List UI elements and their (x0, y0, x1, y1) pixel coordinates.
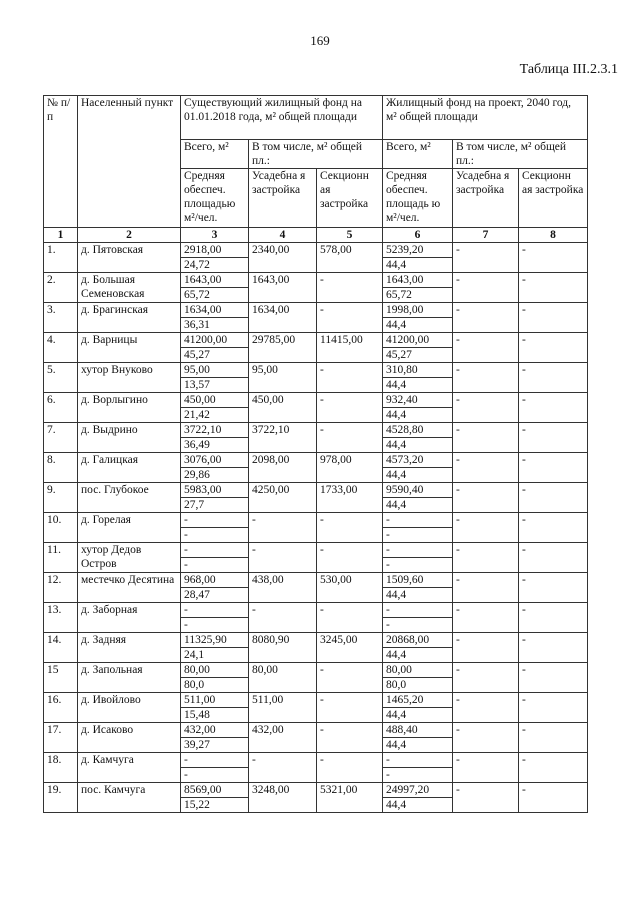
cell-estate: 450,00 (249, 393, 317, 423)
cell-section: - (317, 393, 383, 423)
cell-p_avg: 80,0 (386, 679, 407, 691)
split-cell (383, 243, 453, 273)
cell-p_section: - (519, 273, 588, 303)
cell-section: - (317, 513, 383, 543)
cell-section: - (317, 603, 383, 633)
cell-avg: 80,0 (184, 679, 205, 691)
header-project-incl: В том числе, м² общей пл.: (453, 140, 588, 169)
cell-total: - (181, 753, 248, 768)
cell-p_total: 932,40 (383, 393, 452, 408)
cell-estate: 3248,00 (249, 783, 317, 813)
split-cell (383, 393, 453, 423)
cell-p_total: 1643,00 (383, 273, 452, 288)
cell-num: 5. (44, 363, 78, 393)
cell-p_estate: - (453, 483, 519, 513)
split-cell (383, 513, 453, 543)
col-number: 1 (44, 228, 78, 243)
split-cell (383, 723, 453, 753)
table-header (44, 96, 588, 243)
split-cell (181, 633, 249, 663)
header-project-estate: Усадебна я застройка (453, 169, 519, 228)
cell-p_estate: - (453, 693, 519, 723)
cell-section: - (317, 423, 383, 453)
table-body (44, 243, 588, 813)
cell-num: 1. (44, 243, 78, 273)
cell-name: д. Выдрино (78, 423, 181, 453)
cell-avg: - (184, 769, 188, 781)
cell-estate: - (249, 543, 317, 573)
cell-estate: 8080,90 (249, 633, 317, 663)
cell-p_section: - (519, 243, 588, 273)
cell-section: - (317, 663, 383, 693)
cell-estate: - (249, 513, 317, 543)
cell-p_section: - (519, 603, 588, 633)
cell-p_avg: 44,4 (386, 319, 407, 331)
cell-name: пос. Глубокое (78, 483, 181, 513)
cell-p_section: - (519, 333, 588, 363)
cell-num: 10. (44, 513, 78, 543)
cell-total: 1634,00 (181, 303, 248, 318)
cell-name: д. Запольная (78, 663, 181, 693)
cell-avg: 27,7 (184, 499, 205, 511)
cell-num: 11. (44, 543, 78, 573)
cell-p_estate: - (453, 783, 519, 813)
cell-name: д. Брагинская (78, 303, 181, 333)
table-row (44, 603, 588, 633)
col-number: 2 (78, 228, 181, 243)
cell-name: д. Ворлыгино (78, 393, 181, 423)
cell-p_section: - (519, 453, 588, 483)
cell-p_estate: - (453, 723, 519, 753)
cell-p_avg: 44,4 (386, 439, 407, 451)
cell-p_estate: - (453, 393, 519, 423)
cell-total: 41200,00 (181, 333, 248, 348)
cell-avg: 28,47 (184, 589, 210, 601)
cell-avg: 45,27 (184, 349, 210, 361)
split-cell (181, 783, 249, 813)
table-row (44, 753, 588, 783)
cell-p_estate: - (453, 633, 519, 663)
cell-p_total: 4528,80 (383, 423, 452, 438)
cell-name: д. Ивойлово (78, 693, 181, 723)
cell-name: хутор Внуково (78, 363, 181, 393)
cell-num: 16. (44, 693, 78, 723)
cell-p_total: 24997,20 (383, 783, 452, 798)
split-cell (181, 663, 249, 693)
cell-num: 6. (44, 393, 78, 423)
split-cell (383, 753, 453, 783)
cell-p_total: 1465,20 (383, 693, 452, 708)
cell-num: 8. (44, 453, 78, 483)
cell-section: 1733,00 (317, 483, 383, 513)
cell-avg: - (184, 559, 188, 571)
cell-total: 11325,90 (181, 633, 248, 648)
cell-p_estate: - (453, 243, 519, 273)
cell-name: д. Горелая (78, 513, 181, 543)
cell-p_section: - (519, 513, 588, 543)
cell-section: - (317, 363, 383, 393)
cell-num: 19. (44, 783, 78, 813)
cell-p_avg: 44,4 (386, 379, 407, 391)
cell-section: 578,00 (317, 243, 383, 273)
header-project: Жилищный фонд на проект, 2040 год, м² общей площади (383, 96, 588, 140)
cell-name: д. Галицкая (78, 453, 181, 483)
cell-total: - (181, 603, 248, 618)
cell-total: 1643,00 (181, 273, 248, 288)
cell-p_section: - (519, 723, 588, 753)
cell-p_avg: - (386, 559, 390, 571)
split-cell (181, 693, 249, 723)
cell-num: 15 (44, 663, 78, 693)
table-row (44, 573, 588, 603)
cell-p_total: - (383, 603, 452, 618)
cell-total: 5983,00 (181, 483, 248, 498)
cell-p_estate: - (453, 423, 519, 453)
header-existing-section: Секционн ая застройка (317, 169, 383, 228)
cell-section: - (317, 273, 383, 303)
cell-name: д. Камчуга (78, 753, 181, 783)
cell-num: 7. (44, 423, 78, 453)
table-title: Таблица III.2.3.1 (519, 62, 618, 77)
cell-p_avg: 44,4 (386, 469, 407, 481)
cell-estate: 3722,10 (249, 423, 317, 453)
cell-total: 80,00 (181, 663, 248, 678)
cell-total: 432,00 (181, 723, 248, 738)
cell-estate: 1634,00 (249, 303, 317, 333)
split-cell (181, 543, 249, 573)
cell-avg: - (184, 619, 188, 631)
cell-avg: 21,42 (184, 409, 210, 421)
cell-total: 2918,00 (181, 243, 248, 258)
col-number: 3 (181, 228, 249, 243)
cell-p_total: 9590,40 (383, 483, 452, 498)
cell-p_section: - (519, 573, 588, 603)
cell-estate: 1643,00 (249, 273, 317, 303)
cell-section: - (317, 723, 383, 753)
split-cell (181, 753, 249, 783)
cell-num: 3. (44, 303, 78, 333)
table-row (44, 423, 588, 453)
split-cell (181, 393, 249, 423)
split-cell (383, 453, 453, 483)
cell-estate: 95,00 (249, 363, 317, 393)
header-existing-total: Всего, м² (181, 140, 249, 169)
cell-total: 968,00 (181, 573, 248, 588)
table-row (44, 783, 588, 813)
cell-p_section: - (519, 753, 588, 783)
split-cell (181, 303, 249, 333)
cell-p_estate: - (453, 333, 519, 363)
split-cell (383, 273, 453, 303)
cell-p_avg: 44,4 (386, 799, 407, 811)
split-cell (181, 363, 249, 393)
cell-total: 8569,00 (181, 783, 248, 798)
housing-stock-table (43, 95, 588, 813)
cell-p_section: - (519, 363, 588, 393)
cell-section: 3245,00 (317, 633, 383, 663)
cell-total: 3076,00 (181, 453, 248, 468)
cell-estate: 80,00 (249, 663, 317, 693)
cell-name: д. Исаково (78, 723, 181, 753)
table-row (44, 273, 588, 303)
cell-p_total: 20868,00 (383, 633, 452, 648)
cell-avg: 65,72 (184, 289, 210, 301)
cell-p_estate: - (453, 303, 519, 333)
cell-p_section: - (519, 423, 588, 453)
cell-num: 12. (44, 573, 78, 603)
cell-p_total: - (383, 753, 452, 768)
cell-name: пос. Камчуга (78, 783, 181, 813)
cell-p_total: 310,80 (383, 363, 452, 378)
cell-estate: 438,00 (249, 573, 317, 603)
cell-p_estate: - (453, 273, 519, 303)
split-cell (383, 543, 453, 573)
cell-estate: 2340,00 (249, 243, 317, 273)
col-number: 6 (383, 228, 453, 243)
cell-p_section: - (519, 663, 588, 693)
split-cell (181, 243, 249, 273)
cell-p_avg: 44,4 (386, 499, 407, 511)
header-existing: Существующий жилищный фонд на 01.01.2018 года, м² общей площади (181, 96, 383, 140)
cell-section: - (317, 693, 383, 723)
cell-p_section: - (519, 483, 588, 513)
column-number-row (44, 228, 588, 243)
table-row (44, 723, 588, 753)
table-row (44, 663, 588, 693)
cell-num: 13. (44, 603, 78, 633)
cell-section: - (317, 753, 383, 783)
cell-section: 530,00 (317, 573, 383, 603)
col-number: 5 (317, 228, 383, 243)
cell-avg: 24,72 (184, 259, 210, 271)
cell-avg: - (184, 529, 188, 541)
split-cell (383, 633, 453, 663)
cell-name: д. Варницы (78, 333, 181, 363)
split-cell (181, 573, 249, 603)
header-num: № п/п (44, 96, 78, 228)
split-cell (181, 483, 249, 513)
cell-estate: 432,00 (249, 723, 317, 753)
cell-p_avg: - (386, 769, 390, 781)
cell-avg: 36,31 (184, 319, 210, 331)
header-project-total: Всего, м² (383, 140, 453, 169)
split-cell (181, 723, 249, 753)
split-cell (383, 573, 453, 603)
cell-p_avg: 65,72 (386, 289, 412, 301)
cell-total: - (181, 543, 248, 558)
cell-p_total: 5239,20 (383, 243, 452, 258)
cell-name: хутор Дедов Остров (78, 543, 181, 573)
split-cell (383, 303, 453, 333)
cell-name: д. Заборная (78, 603, 181, 633)
header-settlement: Населенный пункт (78, 96, 181, 228)
table-row (44, 393, 588, 423)
cell-avg: 13,57 (184, 379, 210, 391)
cell-p_avg: 45,27 (386, 349, 412, 361)
table-row (44, 543, 588, 573)
split-cell (181, 273, 249, 303)
cell-total: 511,00 (181, 693, 248, 708)
cell-estate: 511,00 (249, 693, 317, 723)
cell-num: 17. (44, 723, 78, 753)
cell-estate: 2098,00 (249, 453, 317, 483)
header-existing-incl: В том числе, м² общей пл.: (249, 140, 383, 169)
cell-num: 18. (44, 753, 78, 783)
cell-avg: 36,49 (184, 439, 210, 451)
cell-avg: 15,22 (184, 799, 210, 811)
table-row (44, 333, 588, 363)
cell-p_section: - (519, 633, 588, 663)
cell-avg: 24,1 (184, 649, 205, 661)
cell-num: 2. (44, 273, 78, 303)
cell-estate: 29785,00 (249, 333, 317, 363)
table-row (44, 303, 588, 333)
cell-p_avg: 44,4 (386, 709, 407, 721)
header-existing-avg: Средняя обеспеч. площадью м²/чел. (181, 169, 249, 228)
cell-p_estate: - (453, 543, 519, 573)
cell-num: 14. (44, 633, 78, 663)
cell-section: 11415,00 (317, 333, 383, 363)
cell-estate: 4250,00 (249, 483, 317, 513)
cell-name: д. Задняя (78, 633, 181, 663)
cell-p_estate: - (453, 603, 519, 633)
cell-num: 4. (44, 333, 78, 363)
table-row (44, 513, 588, 543)
cell-p_avg: 44,4 (386, 649, 407, 661)
cell-p_avg: 44,4 (386, 259, 407, 271)
cell-name: д. Пятовская (78, 243, 181, 273)
split-cell (383, 663, 453, 693)
table-row (44, 453, 588, 483)
cell-estate: - (249, 753, 317, 783)
table-row (44, 363, 588, 393)
cell-p_avg: - (386, 619, 390, 631)
cell-p_total: 4573,20 (383, 453, 452, 468)
cell-p_estate: - (453, 753, 519, 783)
cell-p_section: - (519, 303, 588, 333)
cell-section: 978,00 (317, 453, 383, 483)
table-row (44, 483, 588, 513)
split-cell (181, 453, 249, 483)
cell-p_total: 80,00 (383, 663, 452, 678)
cell-p_total: 1509,60 (383, 573, 452, 588)
col-number: 7 (453, 228, 519, 243)
split-cell (181, 603, 249, 633)
cell-p_total: - (383, 543, 452, 558)
page-number: 169 (310, 33, 330, 48)
cell-p_avg: 44,4 (386, 589, 407, 601)
cell-section: - (317, 543, 383, 573)
cell-p_estate: - (453, 513, 519, 543)
cell-p_avg: - (386, 529, 390, 541)
cell-p_avg: 44,4 (386, 409, 407, 421)
cell-p_estate: - (453, 573, 519, 603)
col-number: 8 (519, 228, 588, 243)
split-cell (383, 333, 453, 363)
cell-p_section: - (519, 543, 588, 573)
cell-total: 450,00 (181, 393, 248, 408)
cell-section: - (317, 303, 383, 333)
cell-total: 3722,10 (181, 423, 248, 438)
header-project-section: Секционн ая застройка (519, 169, 588, 228)
split-cell (383, 603, 453, 633)
table-row (44, 633, 588, 663)
cell-avg: 15,48 (184, 709, 210, 721)
cell-num: 9. (44, 483, 78, 513)
split-cell (181, 423, 249, 453)
split-cell (181, 513, 249, 543)
cell-p_section: - (519, 393, 588, 423)
cell-avg: 39,27 (184, 739, 210, 751)
split-cell (383, 783, 453, 813)
cell-p_estate: - (453, 663, 519, 693)
cell-p_section: - (519, 693, 588, 723)
table-row (44, 243, 588, 273)
cell-p_estate: - (453, 363, 519, 393)
header-existing-estate: Усадебна я застройка (249, 169, 317, 228)
cell-section: 5321,00 (317, 783, 383, 813)
header-project-avg: Средняя обеспеч. площадь ю м²/чел. (383, 169, 453, 228)
cell-estate: - (249, 603, 317, 633)
cell-p_total: 1998,00 (383, 303, 452, 318)
split-cell (383, 483, 453, 513)
cell-total: - (181, 513, 248, 528)
split-cell (383, 363, 453, 393)
cell-p_estate: - (453, 453, 519, 483)
table-row (44, 693, 588, 723)
split-cell (383, 693, 453, 723)
cell-p_total: - (383, 513, 452, 528)
cell-p_section: - (519, 783, 588, 813)
cell-name: д. Большая Семеновская (78, 273, 181, 303)
cell-p_avg: 44,4 (386, 739, 407, 751)
cell-avg: 29,86 (184, 469, 210, 481)
col-number: 4 (249, 228, 317, 243)
cell-name: местечко Десятина (78, 573, 181, 603)
cell-total: 95,00 (181, 363, 248, 378)
cell-p_total: 41200,00 (383, 333, 452, 348)
split-cell (181, 333, 249, 363)
split-cell (383, 423, 453, 453)
cell-p_total: 488,40 (383, 723, 452, 738)
